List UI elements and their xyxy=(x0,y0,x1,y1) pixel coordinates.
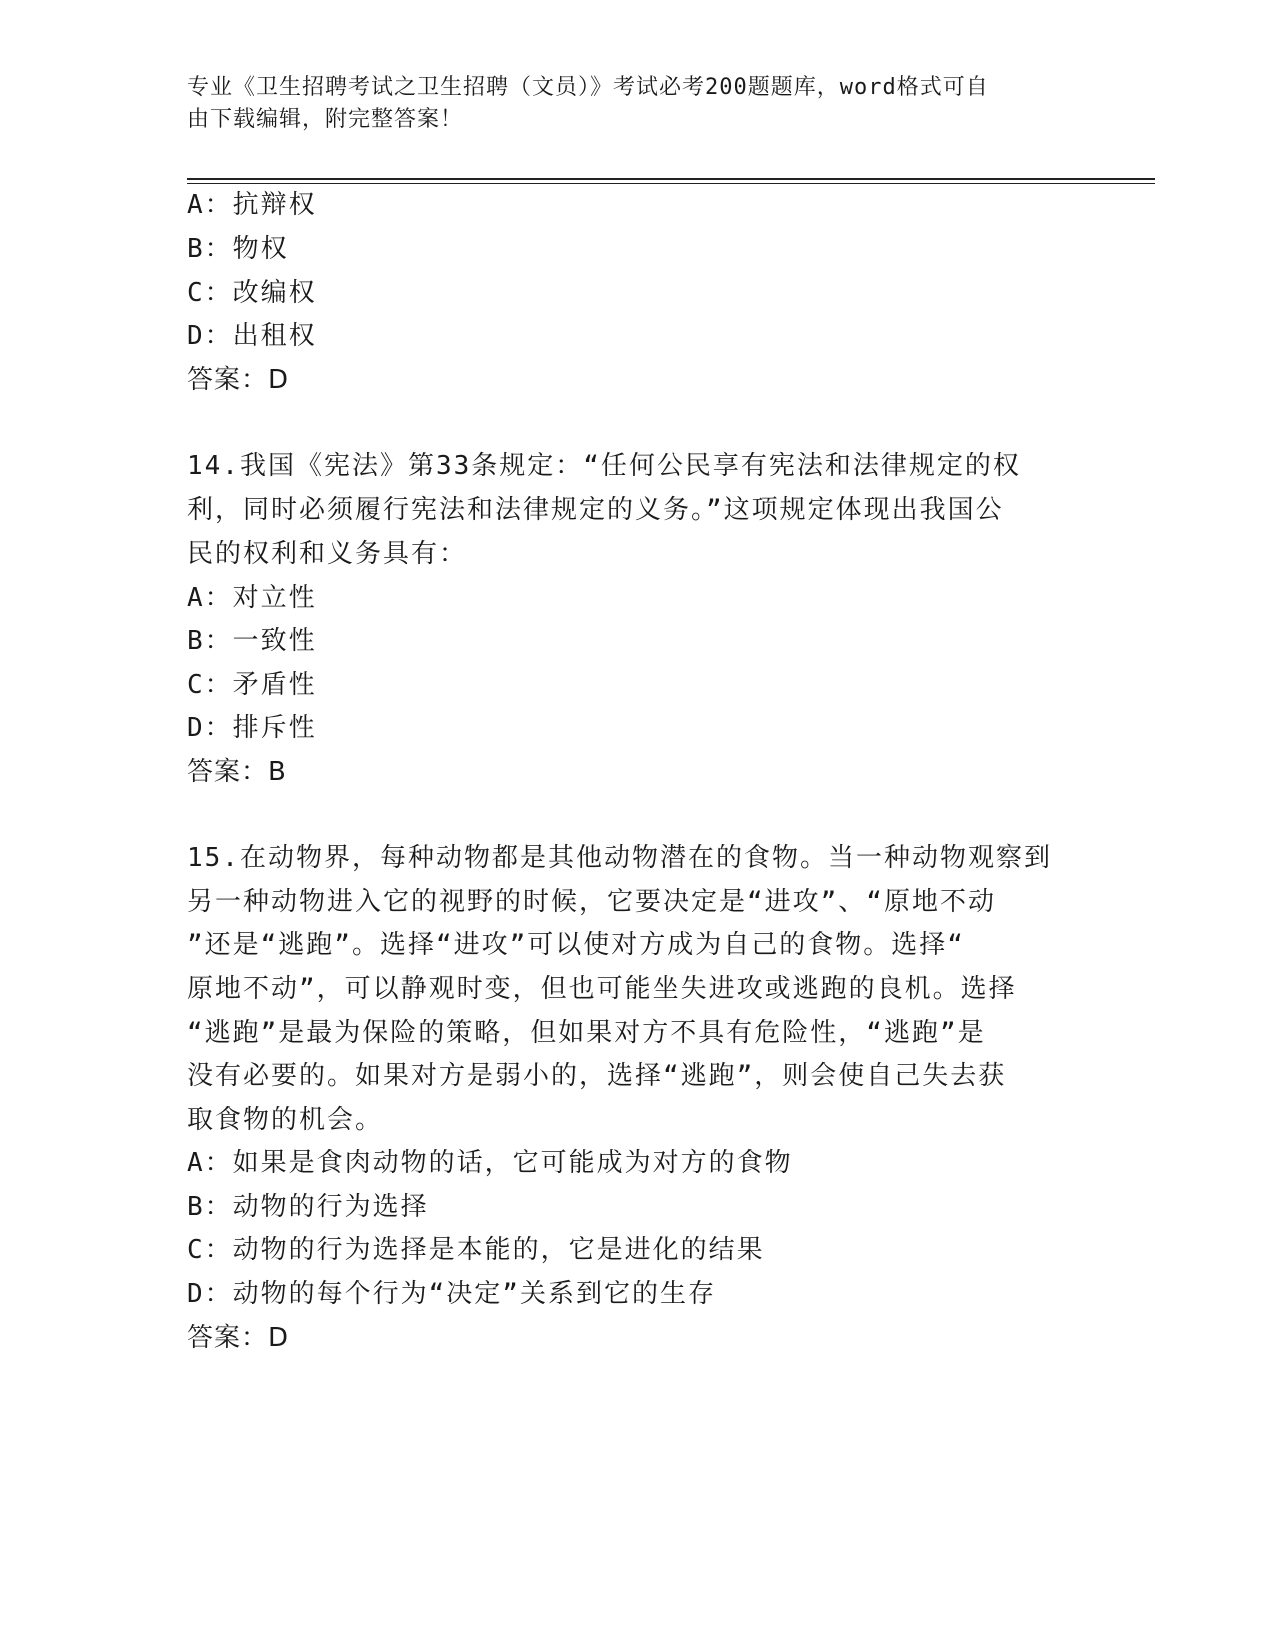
question-stem-line: “逃跑”是最为保险的策略，但如果对方不具有危险性，“逃跑”是 xyxy=(187,1018,986,1048)
question-stem-line: 取食物的机会。 xyxy=(187,1105,384,1135)
answer-line: 答案：D xyxy=(187,365,290,395)
option-d: D：动物的每个行为“决定”关系到它的生存 xyxy=(187,1279,716,1309)
question-stem-line: ”还是“逃跑”。选择“进攻”可以使对方成为自己的食物。选择“ xyxy=(187,930,965,960)
header-divider-thick xyxy=(187,178,1155,180)
option-a: A：如果是食肉动物的话，它可能成为对方的食物 xyxy=(187,1148,793,1178)
question-stem-line: 没有必要的。如果对方是弱小的，选择“逃跑”，则会使自己失去获 xyxy=(187,1061,1007,1091)
question-stem-line: 民的权利和义务具有： xyxy=(187,539,468,569)
option-c: C：动物的行为选择是本能的，它是进化的结果 xyxy=(187,1235,765,1265)
question-stem-line: 利，同时必须履行宪法和法律规定的义务。”这项规定体现出我国公 xyxy=(187,495,1004,525)
option-b: B：动物的行为选择 xyxy=(187,1192,429,1222)
header-line-2: 由下载编辑，附完整答案！ xyxy=(187,107,464,132)
answer-line: 答案：B xyxy=(187,757,287,787)
option-d: D：出租权 xyxy=(187,321,317,351)
option-c: C：矛盾性 xyxy=(187,670,317,700)
option-b: B：一致性 xyxy=(187,626,317,656)
document-header xyxy=(187,72,1067,136)
option-d: D：排斥性 xyxy=(187,713,317,743)
header-line-1: 专业《卫生招聘考试之卫生招聘（文员）》考试必考200题题库，word格式可自 xyxy=(187,75,989,100)
question-stem-line: 14.我国《宪法》第33条规定：“任何公民享有宪法和法律规定的权 xyxy=(187,451,1021,481)
option-b: B：物权 xyxy=(187,234,289,264)
question-stem-line: 原地不动”，可以静观时变，但也可能坐失进攻或逃跑的良机。选择 xyxy=(187,974,1017,1004)
header-divider-thin xyxy=(187,183,1155,184)
answer-line: 答案：D xyxy=(187,1323,290,1353)
question-stem-line: 另一种动物进入它的视野的时候，它要决定是“进攻”、“原地不动 xyxy=(187,887,996,917)
question-stem-line: 15.在动物界，每种动物都是其他动物潜在的食物。当一种动物观察到 xyxy=(187,843,1052,873)
option-c: C：改编权 xyxy=(187,278,317,308)
option-a: A：抗辩权 xyxy=(187,190,317,220)
option-a: A：对立性 xyxy=(187,583,317,613)
